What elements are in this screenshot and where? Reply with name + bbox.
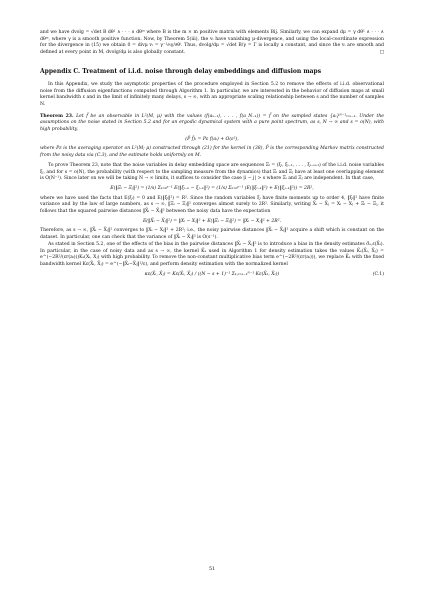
theorem-label: Theorem 23. [40,113,74,119]
paragraph-proof-2: where we have used the facts that E(ξᵢ) = 0 and E(‖ξᵢ‖²) = R². Since the random variables ξᵢ have finite moments up to order 4, ‖ξᵢ‖² have finite variance and by the law of large numbers, as s → ∞, ‖Ξᵢ − Ξⱼ‖² converges almost surely to 2R². Similarly, writing X̃ᵢ − X̃ⱼ = Xᵢ − Xⱼ + Ξᵢ − Ξⱼ, it follows that the squared pairwise distances ‖X̃ᵢ − X̃ⱼ‖² between the noisy data have the expectation [40,195,384,215]
equation-c1-label: (C.1) [372,271,384,277]
equation-c1-body: κε(X̃ᵢ, X̃ⱼ) = Kε(X̃ᵢ, X̃ⱼ) / ((N − s + 1)⁻¹ Σₖ,ₗ₌ₛ₋₁ᴺ⁻¹ Kε(X̃ₖ, X̃ₗ)) [144,271,280,277]
paragraph-proof-conclusion [40,30,384,57]
paragraph-proof-4: As stated in Section 5.2, one of the effects of the bias in the pairwise distances ‖X̃ᵢ − X̃ⱼ‖² is to introduce a bias in the density estimates σ̃ₛ,ε(X̃ᵢ). In particular, in the case of noisy data and as s → ∞, the kernel K̃ₛ used in Algorithm 1 for density estimation takes the values K̃ₛ(X̃ᵢ, X̃ⱼ) = e^(−2R²/(εr(aᵢ)))Kₛ(Xᵢ, Xⱼ) with high probability. To remove the non-constant multiplicative bias term e^(−2R²/(εr(aᵢ))), we replace K̃ₛ with the fixed bandwidth kernel Kε(X̃ᵢ, X̃ⱼ) = e^(−‖X̃ᵢ−X̃ⱼ‖²/ε), and perform density estimation with the normalized kernel [40,241,384,267]
equation-expectation-x: E(‖X̃ᵢ − X̃ⱼ‖²) = ‖Xᵢ − Xⱼ‖² + E(‖Ξᵢ − Ξⱼ‖²) = ‖Xᵢ − Xⱼ‖² + 2R². [142,218,282,224]
theorem-statement: Let f̃ be an observable in L²(M, μ) with the values (f(aₛ₋₁), . . . , f(a_N₋₁)) = f̃ on the sampled states {aᵢ}ᴺ⁻¹ᵢ₌ₛ₋₁. Under the assumptions on the noise stated in Section 5.2 and for an ergodic dynamical system with a pure point spectrum, as s, N → ∞ and s = o(N), with high probability, [40,113,385,133]
qed-symbol: □ [379,50,384,56]
page-number: 51 [208,567,216,573]
theorem-continuation: where Pε is the averaging operator on L²(M; μ) constructed through (21) for the kernel in (38), P̃ is the corresponding Markov matrix constructed from the noisy data via (C.3), and the estimate holds uniformly on M. [40,146,384,159]
theorem-equation: (P̃ f̃)ᵢ = Pε f(aᵢ) + O(ε²), [185,136,239,142]
appendix-heading: Appendix C. Treatment of i.i.d. noise through delay embeddings and diffusion maps [40,67,322,75]
paragraph-appendix-intro: In this Appendix, we study the asymptotic properties of the procedure employed in Section 5.2 to remove the effects of i.i.d. observational noise from the diffusion eigenfunctions computed through Algorithm 1. In particular, we are interested in the behavior of diffusion maps at small kernel bandwidth ε and in the limit of infinitely many delays, s → ∞, with an appropriate scaling relationship between s and the number of samples N. [40,81,384,107]
paragraph-text: and we have dvolg = √det B dθ¹ ∧ · · · ∧ dθᵐ where B is the m × m positive matrix with elements Bij. Similarly, we can expand dμ = γ dθ¹ ∧ · · · ∧ dθᵐ, where γ is a smooth positive function. Now, by Theorem 5(iii), the vᵢ have vanishing μ-divergence, and using the local-coordinate expression for the divergence in (15) we obtain 0 = divμ vᵢ = γ⁻¹∂ᵢγ/∂θⁱ. Thus, dvolg/dμ = √det B/γ = Γ is locally a constant, and since the vᵢ are smooth and defined at every point in M, dvolg/dμ is also globally constant. [40,30,384,56]
paragraph-proof-1: To prove Theorem 23, note that the noise variables in delay embedding space are sequences Ξᵢ = (ξᵢ, ξᵢ₋₁, . . . , ξᵢ₋ₛ₊₁) of the i.i.d. noise variables ξᵢ, and for s = o(N), the probability (with respect to the sampling measure from the dynamics) that Ξᵢ and Ξⱼ have at least one overlapping element is O(N⁻¹). Since later on we will be taking N → ∞ limits, it suffices to consider the case |i − j| > s where Ξᵢ and Ξⱼ are independent. In that case, [40,162,384,182]
equation-c1 [40,272,384,279]
theorem-block [40,114,384,160]
equation-expectation-xi: E(‖Ξᵢ − Ξⱼ‖²) = (1/s) Σₖ₌₀ˢ⁻¹ E(‖ξᵢ₋ₖ − ξⱼ₋ₖ‖²) = (1/s) Σₖ₌₀ˢ⁻¹ (E(‖ξᵢ₋ₖ‖²) + E(‖ξⱼ₋ₖ‖²)) = 2R², [110,185,314,191]
paragraph-proof-3: Therefore, as s → ∞, ‖X̃ᵢ − X̃ⱼ‖² converges to ‖Xᵢ − Xⱼ‖² + 2R²; i.e., the noisy pairwise distances ‖X̃ᵢ − X̃ⱼ‖² acquire a shift which is constant on the dataset. In particular, one can check that the variance of ‖X̃ᵢ − X̃ⱼ‖² is O(s⁻¹). [40,228,384,241]
